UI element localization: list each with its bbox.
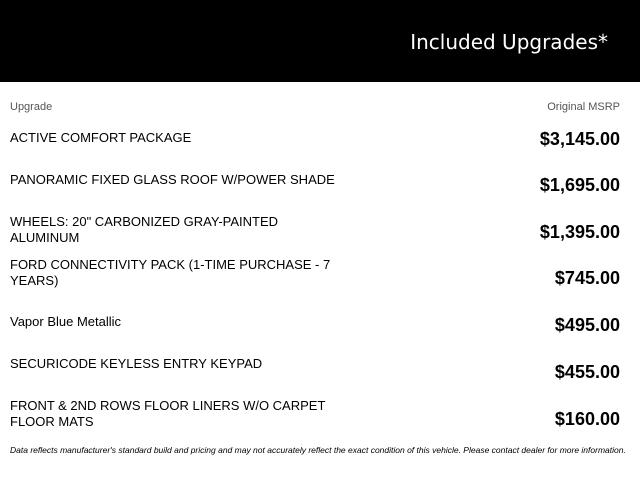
- upgrade-price: $3,145.00: [539, 129, 620, 149]
- upgrade-price: $1,395.00: [539, 222, 620, 242]
- upgrade-price: $745.00: [554, 268, 620, 288]
- upgrade-price: $160.00: [554, 409, 620, 429]
- disclaimer-footnote: Data reflects manufacturer's standard build and pricing and may not accurately reflect the exact condition of this vehicle. Please contact dealer for more information.: [10, 445, 626, 455]
- upgrade-name: SECURICODE KEYLESS ENTRY KEYPAD: [10, 356, 263, 371]
- upgrade-name: WHEELS: 20" CARBONIZED GRAY-PAINTED ALUMINUM: [10, 214, 279, 245]
- upgrade-price: $495.00: [554, 315, 620, 335]
- upgrade-name: Vapor Blue Metallic: [10, 314, 122, 329]
- page-title: Included Upgrades*: [410, 30, 608, 54]
- upgrade-price: $455.00: [554, 362, 620, 382]
- upgrade-name: FORD CONNECTIVITY PACK (1-TIME PURCHASE - 7 YEARS): [10, 257, 331, 288]
- upgrade-name: ACTIVE COMFORT PACKAGE: [10, 130, 192, 145]
- header-banner: [0, 0, 640, 82]
- upgrade-price: $1,695.00: [539, 175, 620, 195]
- column-header-msrp: Original MSRP: [547, 101, 620, 113]
- upgrade-name: FRONT & 2ND ROWS FLOOR LINERS W/O CARPET FLOOR MATS: [10, 398, 326, 429]
- upgrade-name: PANORAMIC FIXED GLASS ROOF W/POWER SHADE: [10, 172, 335, 187]
- column-header-upgrade: Upgrade: [10, 101, 53, 113]
